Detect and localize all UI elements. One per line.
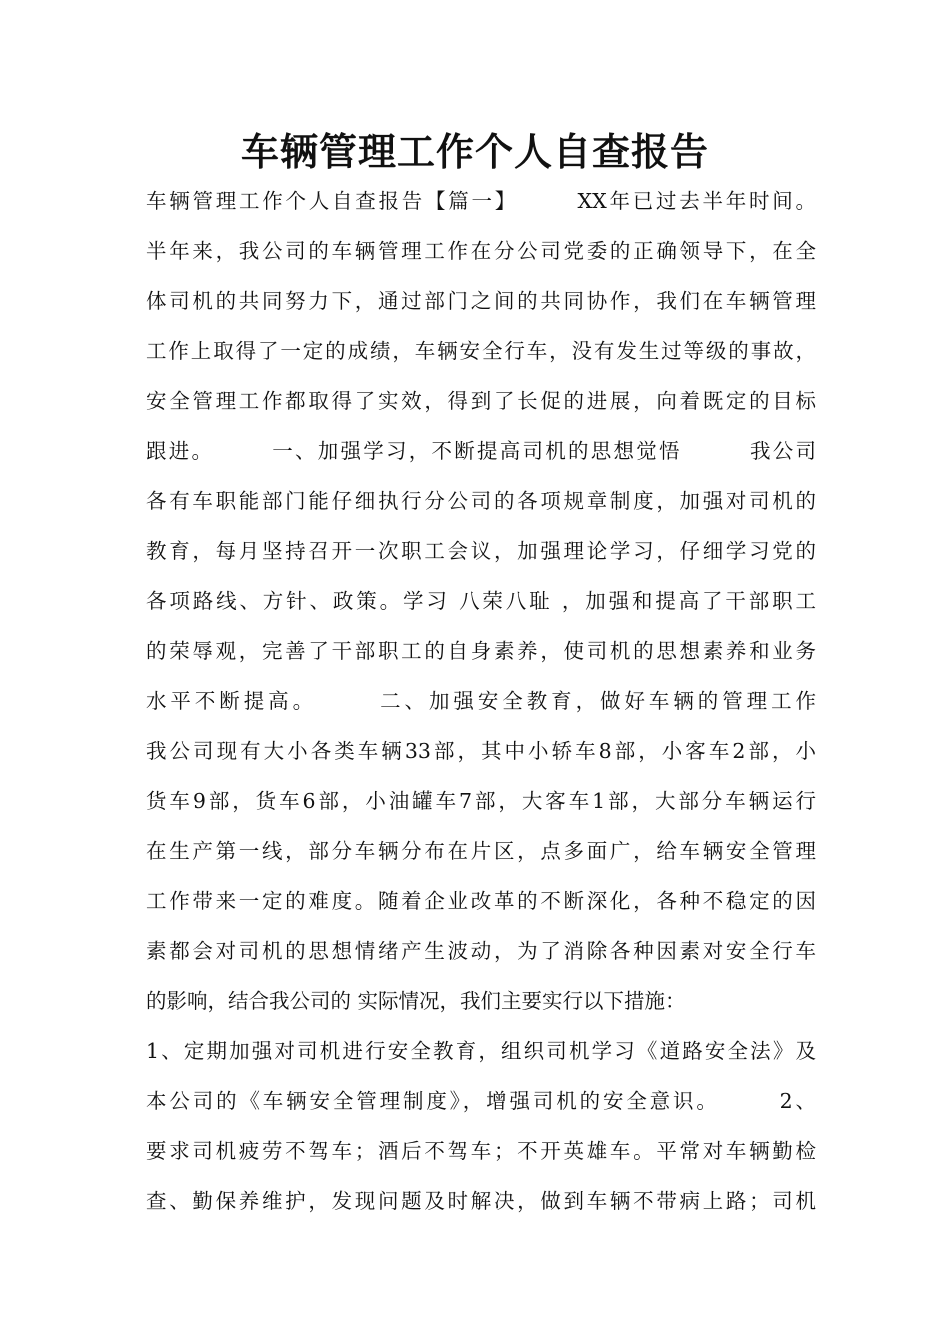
document-title: 车辆管理工作个人自查报告: [240, 130, 709, 174]
body-line: 货车9部，货车6部，小油罐车7部，大客车1部，大部分车辆运行: [146, 789, 816, 813]
body-line: 各项路线、方针、政策。学习 八荣八耻 ，加强和提高了干部职工: [146, 589, 816, 613]
body-line: 素都会对司机的思想情绪产生波动，为了消除各种因素对安全行车: [146, 939, 816, 963]
body-line: 半年来，我公司的车辆管理工作在分公司党委的正确领导下，在全: [146, 239, 816, 263]
body-line: 的荣辱观，完善了干部职工的自身素养，使司机的思想素养和业务: [146, 639, 816, 663]
body-line: 1、定期加强对司机进行安全教育，组织司机学习《道路安全法》及: [146, 1039, 816, 1063]
body-line: 体司机的共同努力下，通过部门之间的共同协作，我们在车辆管理: [146, 289, 816, 313]
body-line: 的影响，结合我公司的 实际情况，我们主要实行以下措施：: [146, 989, 686, 1013]
body-line: 我公司现有大小各类车辆33部，其中小轿车8部，小客车2部，小: [146, 739, 816, 763]
document-body: [146, 176, 816, 1226]
body-line: 工作上取得了一定的成绩，车辆安全行车，没有发生过等级的事故，: [146, 339, 816, 363]
body-line: 各有车职能部门能仔细执行分公司的各项规章制度，加强对司机的: [146, 489, 816, 513]
body-line: 水平不断提高。 二、加强安全教育，做好车辆的管理工作: [146, 689, 816, 713]
body-line: 要求司机疲劳不驾车；酒后不驾车；不开英雄车。平常对车辆勤检: [146, 1139, 816, 1163]
body-line: 本公司的《车辆安全管理制度》，增强司机的安全意识。 2、: [146, 1089, 816, 1113]
body-line: 教育，每月坚持召开一次职工会议，加强理论学习，仔细学习党的: [146, 539, 816, 563]
body-line: 跟进。 一、加强学习，不断提高司机的思想觉悟 我公司: [146, 439, 816, 463]
body-line: 查、勤保养维护，发现问题及时解决，做到车辆不带病上路；司机: [146, 1189, 816, 1213]
body-line: 车辆管理工作个人自查报告【篇一】 XX年已过去半年时间。: [146, 189, 816, 213]
body-line: 工作带来一定的难度。随着企业改革的不断深化，各种不稳定的因: [146, 889, 816, 913]
body-line: 在生产第一线，部分车辆分布在片区，点多面广，给车辆安全管理: [146, 839, 816, 863]
body-line: 安全管理工作都取得了实效，得到了长促的进展，向着既定的目标: [146, 389, 816, 413]
